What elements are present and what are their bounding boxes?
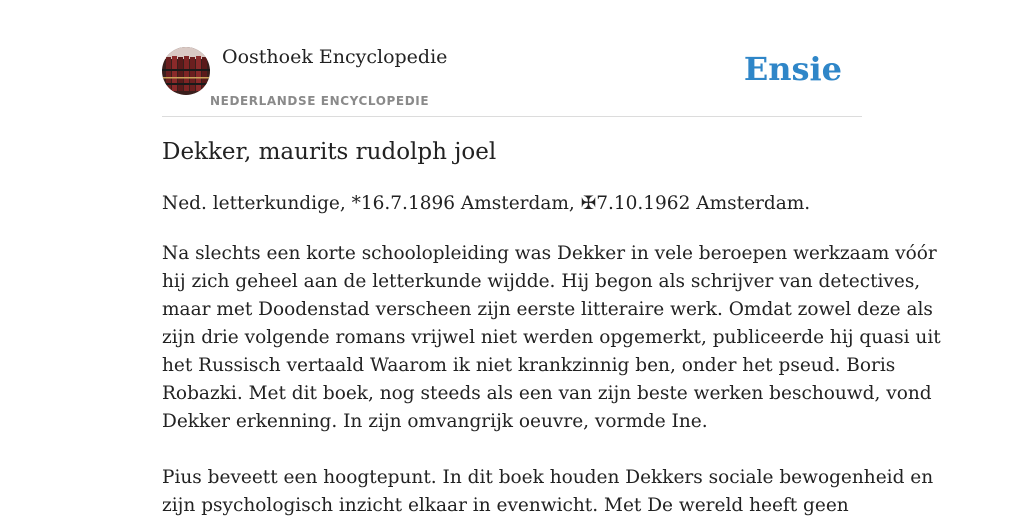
paragraph-line: Na slechts een korte schoolopleiding was Dekker in vele beroepen werkzaam vóór [162,243,937,264]
paragraph-line: zijn drie volgende romans vrijwel niet werden opgemerkt, publiceerde hij quasi uit [162,327,941,348]
site-header [162,40,862,117]
paragraph-line: Dekker erkenning. In zijn omvangrijk oeuvre, vormde Ine. [162,411,708,432]
paragraph-line: Pius beveett een hoogtepunt. In dit boek houden Dekkers sociale bewogenheid en [162,467,934,488]
paragraph-line: zijn psychologisch inzicht elkaar in evenwicht. Met De wereld heeft geen [162,495,849,516]
paragraph-line: maar met Doodenstad verscheen zijn eerste litteraire werk. Omdat zowel deze als [162,299,933,320]
paragraph-line: hij zich geheel aan de letterkunde wijdde. Hij begon als schrijver van detectives, [162,271,921,292]
site-subtitle: NEDERLANDSE ENCYCLOPEDIE [210,94,430,108]
article-paragraph-1 [162,240,941,436]
paragraph-line: het Russisch vertaald Waarom ik niet krankzinnig ben, onder het pseud. Boris [162,355,896,376]
article-lead: Ned. letterkundige, *16.7.1896 Amsterdam, ✠7.10.1962 Amsterdam. [162,193,811,214]
paragraph-line: Robazki. Met dit boek, nog steeds als een van zijn beste werken beschouwd, vond [162,383,932,404]
site-title[interactable]: Oosthoek Encyclopedie [222,46,448,68]
brand-logo-link[interactable]: Ensie [743,50,842,88]
article-title: Dekker, maurits rudolph joel [162,139,497,165]
encyclopedia-books-icon[interactable] [162,47,210,95]
